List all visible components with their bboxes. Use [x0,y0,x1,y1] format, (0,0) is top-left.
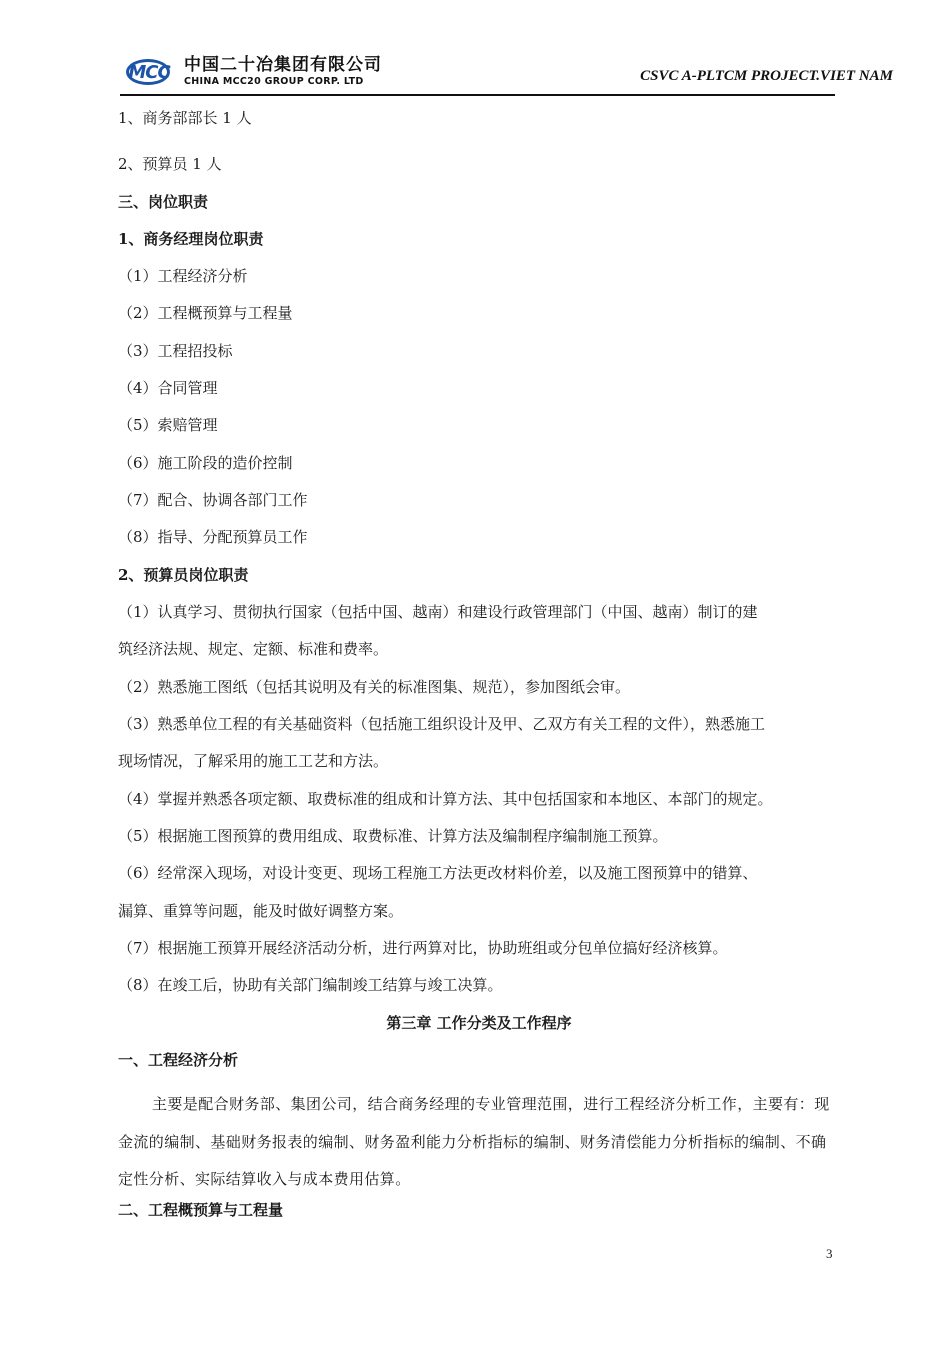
text-line: （2）熟悉施工图纸（包括其说明及有关的标准图集、规范），参加图纸会审。 [118,678,631,696]
text-line: （6）施工阶段的造价控制 [118,454,293,472]
page-header [120,52,893,96]
text-line: 现场情况，了解采用的施工工艺和方法。 [118,752,389,770]
text-line: （7）配合、协调各部门工作 [118,491,308,509]
text-line: （8）指导、分配预算员工作 [118,528,308,546]
page-number: 3 [826,1246,833,1261]
text-line: 漏算、重算等问题，能及时做好调整方案。 [118,902,404,920]
text-line: （5）根据施工图预算的费用组成、取费标准、计算方法及编制程序编制施工预算。 [118,827,668,845]
text-line: （4）合同管理 [118,379,218,397]
text-line: （2）工程概预算与工程量 [118,304,293,322]
text-line: （1）工程经济分析 [118,267,248,285]
body-paragraph: 主要是配合财务部、集团公司，结合商务经理的专业管理范围，进行工程经济分析工作，主要有：现金流的编制、基础财务报表的编制、财务盈利能力分析指标的编制、财务清偿能力分析指标的编制、不确定性分析、实际结算收入与成本费用估算。 [118,1095,830,1188]
company-logo [120,52,382,92]
text-line: （4）掌握并熟悉各项定额、取费标准的组成和计算方法、其中包括国家和本地区、本部门的规定。 [118,790,773,808]
text-line: 1、商务部部长 1 人 [118,109,252,127]
text-line: （5）索赔管理 [118,416,218,434]
company-name-en: CHINA MCC20 GROUP CORP. LTD [184,76,364,88]
section-heading: 2、预算员岗位职责 [118,566,249,584]
section-heading: 第三章 工作分类及工作程序 [386,1014,572,1032]
text-line: 2、预算员 1 人 [118,155,222,173]
mcc-logo-icon: MCC [120,59,178,85]
text-line: 筑经济法规、规定、定额、标准和费率。 [118,640,389,658]
section-heading: 三、岗位职责 [118,193,209,211]
text-line: （8）在竣工后，协助有关部门编制竣工结算与竣工决算。 [118,976,503,994]
company-name-cn: 中国二十冶集团有限公司 [184,55,382,76]
text-line: （6）经常深入现场，对设计变更、现场工程施工方法更改材料价差，以及施工图预算中的错算、 [118,864,758,882]
text-line: （3）熟悉单位工程的有关基础资料（包括施工组织设计及甲、乙双方有关工程的文件），熟悉施工 [118,715,766,733]
text-line: （1）认真学习、贯彻执行国家（包括中国、越南）和建设行政管理部门（中国、越南）制订的建 [118,603,758,621]
section-heading: 二、工程概预算与工程量 [118,1201,284,1219]
text-line: （3）工程招投标 [118,342,233,360]
project-title: CSVC A-PLTCM PROJECT.VIET NAM [640,68,893,84]
section-heading: 1、商务经理岗位职责 [118,230,264,248]
section-heading: 一、工程经济分析 [118,1051,239,1069]
text-line: （7）根据施工预算开展经济活动分析，进行两算对比，协助班组或分包单位搞好经济核算。 [118,939,728,957]
